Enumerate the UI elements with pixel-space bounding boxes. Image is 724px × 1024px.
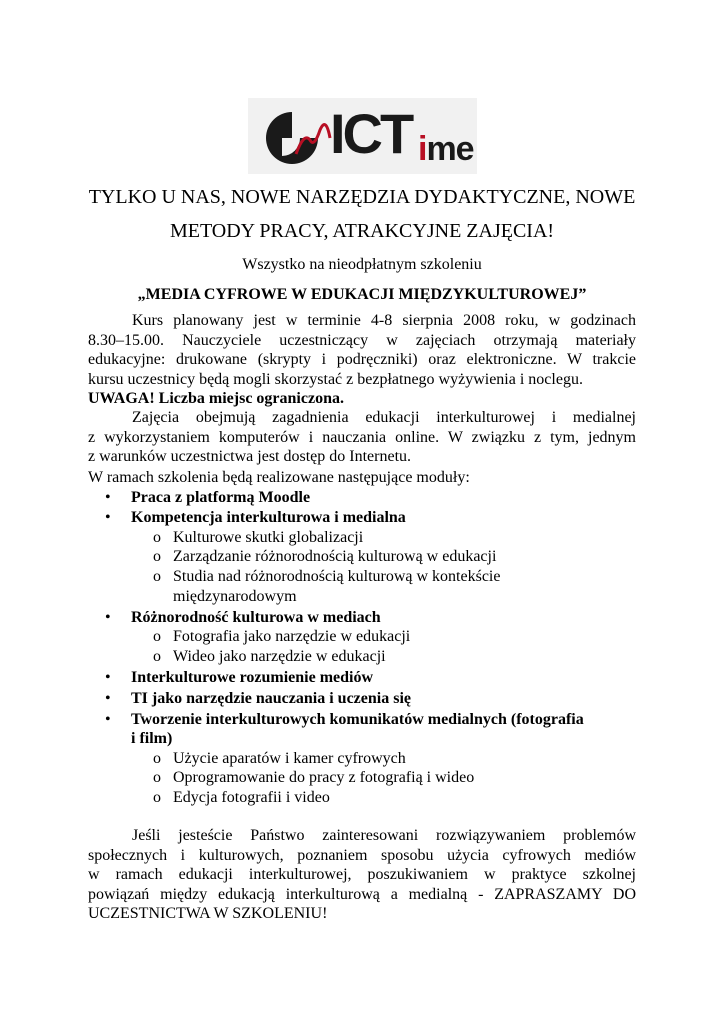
paragraph-course-info	[88, 311, 636, 389]
submodule-item	[153, 647, 386, 667]
bullet-icon: •	[105, 509, 111, 526]
submodule-item	[153, 749, 406, 769]
paragraph-line: UCZESTNICTWA W SZKOLENIU!	[88, 905, 328, 923]
submodule-label: Użycie aparatów i kamer cyfrowych	[173, 750, 406, 767]
paragraph-line: kursu uczestnicy będą mogli skorzystać z bezpłatnego wyżywienia i noclegu.	[88, 370, 583, 388]
module-label: i film)	[131, 730, 173, 747]
paragraph-line: 8.30–15.00. Nauczyciele uczestniczący w zajęciach otrzymają materiały	[88, 331, 636, 349]
submodule-label: Fotografia jako narzędzie w edukacji	[173, 628, 411, 645]
logo-ime-text	[418, 132, 474, 166]
circle-bullet-icon: o	[153, 789, 161, 806]
submodule-item	[153, 547, 497, 567]
paragraph-line: Jeśli jesteście Państwo zainteresowani rozwiązywaniem problemów	[132, 827, 636, 844]
circle-bullet-icon: o	[153, 750, 161, 767]
submodule-label: Wideo jako narzędzie w edukacji	[173, 648, 386, 665]
ictime-logo	[248, 98, 477, 174]
circle-bullet-icon: o	[153, 529, 161, 546]
paragraph-closing	[88, 826, 636, 924]
bullet-icon: •	[105, 690, 111, 707]
module-label: Tworzenie interkulturowych komunikatów medialnych (fotografia	[131, 711, 584, 728]
paragraph-line: z wykorzystaniem komputerów i nauczania online. W związku z tym, jednym	[88, 428, 636, 446]
module-label: Praca z platformą Moodle	[131, 489, 311, 506]
module-item	[105, 508, 406, 528]
module-item	[105, 668, 374, 688]
warning-text: UWAGA! Liczba miejsc ograniczona.	[88, 390, 344, 407]
paragraph-line: W ramach szkolenia będą realizowane następujące moduły:	[88, 469, 470, 486]
circle-bullet-icon: o	[153, 568, 161, 585]
submodule-label: Kulturowe skutki globalizacji	[173, 529, 364, 546]
submodule-label: Oprogramowanie do pracy z fotografią i wideo	[173, 769, 475, 786]
submodule-item	[153, 567, 501, 587]
circle-bullet-icon: o	[153, 648, 161, 665]
bullet-icon: •	[105, 711, 111, 728]
submodule-label: Studia nad różnorodnością kulturową w kontekście	[173, 568, 501, 585]
modules-intro	[88, 468, 636, 488]
circle-bullet-icon: o	[153, 769, 161, 786]
paragraph-topics	[88, 408, 636, 467]
submodule-item	[153, 788, 330, 808]
module-label: Interkulturowe rozumienie mediów	[131, 669, 374, 686]
paragraph-line: społecznych i kulturowych, poznaniem sposobu użycia cyfrowych mediów	[88, 846, 636, 864]
headline-line-1: TYLKO U NAS, NOWE NARZĘDZIA DYDAKTYCZNE, NOWE	[88, 186, 636, 208]
submodule-item	[153, 528, 364, 548]
course-title: „MEDIA CYFROWE W EDUKACJI MIĘDZYKULTUROWEJ”	[137, 286, 587, 303]
submodule-item	[153, 627, 411, 647]
paragraph-line: Zajęcia obejmują zagadnienia edukacji interkulturowej i medialnej	[132, 409, 636, 426]
module-item	[105, 710, 584, 730]
logo-me-letters: me	[426, 130, 474, 168]
paragraph-line: w ramach edukacji interkulturowej, poszukiwaniem w praktyce szkolnej	[88, 866, 636, 884]
logo-ict-text: ICT	[330, 102, 412, 165]
submodule-label: międzynarodowym	[173, 588, 297, 605]
circle-bullet-icon: o	[153, 548, 161, 565]
paragraph-line: Kurs planowany jest w terminie 4-8 sierpnia 2008 roku, w godzinach	[132, 312, 636, 329]
paragraph-line: z warunków uczestnictwa jest dostęp do Internetu.	[88, 448, 412, 466]
module-item	[105, 689, 411, 709]
subtitle: Wszystko na nieodpłatnym szkoleniu	[242, 256, 482, 273]
module-item	[105, 488, 311, 508]
submodule-label: Zarządzanie różnorodnością kulturową w edukacji	[173, 548, 497, 565]
submodule-label: Edycja fotografii i video	[173, 789, 330, 806]
logo-i-letter: i	[418, 130, 427, 168]
module-item-continuation	[131, 729, 172, 749]
paragraph-line: edukacyjne: drukowane (skrypty i podręczniki) oraz elektroniczne. W trakcie	[88, 351, 636, 369]
submodule-item	[153, 768, 475, 788]
module-item	[105, 608, 381, 628]
bullet-icon: •	[105, 489, 111, 506]
headline-line-2: METODY PRACY, ATRAKCYJNE ZAJĘCIA!	[169, 220, 555, 242]
paragraph-line: powiązań między edukacją interkulturową a medialną - ZAPRASZAMY DO	[88, 885, 636, 903]
module-label: Kompetencja interkulturowa i medialna	[131, 509, 406, 526]
bullet-icon: •	[105, 609, 111, 626]
module-label: TI jako narzędzie nauczania i uczenia się	[131, 690, 411, 707]
module-label: Różnorodność kulturowa w mediach	[131, 609, 381, 626]
circle-bullet-icon: o	[153, 628, 161, 645]
submodule-item-continuation	[173, 587, 297, 607]
bullet-icon: •	[105, 669, 111, 686]
